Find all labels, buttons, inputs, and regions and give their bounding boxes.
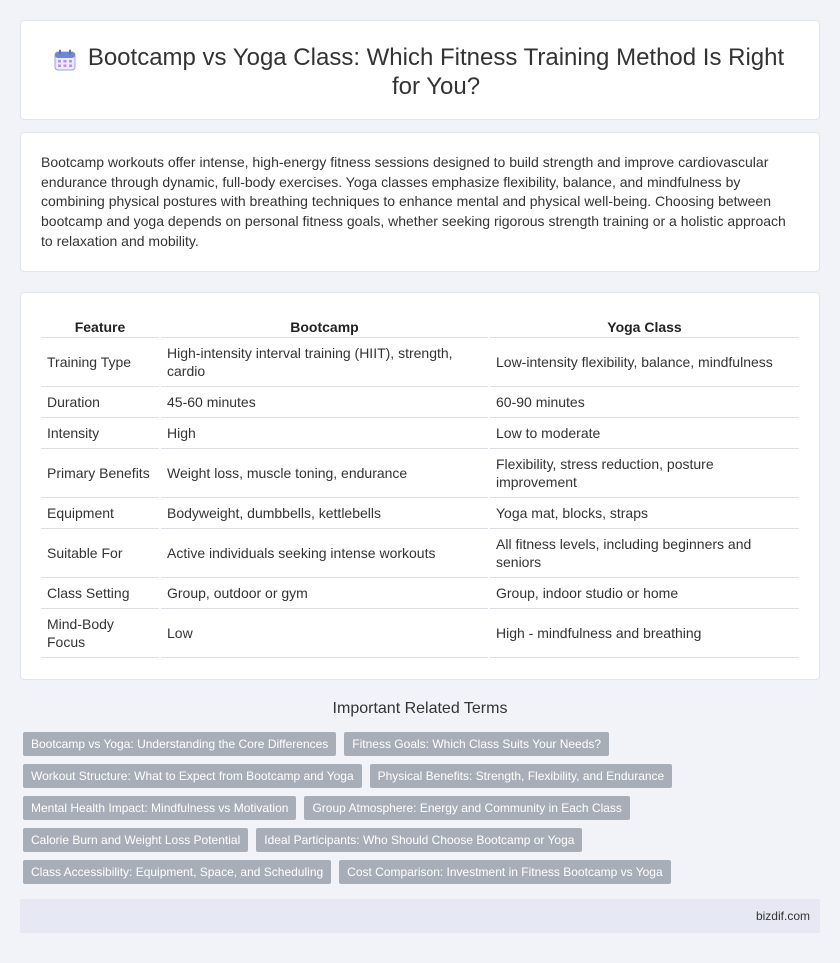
comparison-table [41,309,799,658]
yoga-cell: Group, indoor studio or home [489,577,799,608]
related-term-tag[interactable]: Physical Benefits: Strength, Flexibility, and Endurance [370,764,673,788]
table-row [41,417,799,448]
related-term-tag[interactable]: Cost Comparison: Investment in Fitness Bootcamp vs Yoga [339,860,671,884]
yoga-cell: All fitness levels, including beginners and seniors [489,528,799,577]
feature-cell: Class Setting [41,577,160,608]
feature-cell: Equipment [41,497,160,528]
bootcamp-cell: Bodyweight, dumbbells, kettlebells [160,497,489,528]
footer [20,899,820,933]
column-header-bootcamp: Bootcamp [160,309,489,337]
footer-site-link[interactable]: bizdif.com [755,909,810,923]
feature-cell: Intensity [41,417,160,448]
feature-cell: Suitable For [41,528,160,577]
table-row [41,386,799,417]
bootcamp-cell: Group, outdoor or gym [160,577,489,608]
yoga-cell: Flexibility, stress reduction, posture improvement [489,448,799,497]
table-row [41,337,799,386]
related-term-tag[interactable]: Mental Health Impact: Mindfulness vs Motivation [23,796,296,820]
bootcamp-cell: High-intensity interval training (HIIT), strength, cardio [160,337,489,386]
table-row [41,448,799,497]
yoga-cell: 60-90 minutes [489,386,799,417]
intro-paragraph: Bootcamp workouts offer intense, high-energy fitness sessions designed to build strength and improve cardiovascular endurance through dynamic, full-body exercises. Yoga classes emphasize flexibility, balance, and mindfulness by combining physical postures with breathing techniques to enhance mental and physical well-being. Choosing between bootcamp and yoga depends on personal fitness goals, whether seeking rigorous strength training or a holistic approach to relaxation and mobility. [41,154,786,249]
related-term-tag[interactable]: Ideal Participants: Who Should Choose Bootcamp or Yoga [256,828,582,852]
yoga-cell: Low-intensity flexibility, balance, mindfulness [489,337,799,386]
related-term-tag[interactable]: Fitness Goals: Which Class Suits Your Needs? [344,732,609,756]
column-header-yoga: Yoga Class [489,309,799,337]
column-header-feature: Feature [41,309,160,337]
yoga-cell: Yoga mat, blocks, straps [489,497,799,528]
bootcamp-cell: Weight loss, muscle toning, endurance [160,448,489,497]
table-row [41,497,799,528]
related-term-tag[interactable]: Bootcamp vs Yoga: Understanding the Core Differences [23,732,336,756]
feature-cell: Primary Benefits [41,448,160,497]
table-row [41,577,799,608]
bootcamp-cell: Active individuals seeking intense workouts [160,528,489,577]
bootcamp-cell: 45-60 minutes [160,386,489,417]
bootcamp-cell: High [160,417,489,448]
page-title: Bootcamp vs Yoga Class: Which Fitness Training Method Is Right for You? [87,44,785,100]
table-row [41,528,799,577]
table-row [41,608,799,657]
header-card [20,20,820,120]
related-term-tag[interactable]: Class Accessibility: Equipment, Space, and Scheduling [23,860,331,884]
feature-cell: Duration [41,386,160,417]
feature-cell: Training Type [41,337,160,386]
related-terms-title: Important Related Terms [332,700,508,717]
related-term-tag[interactable]: Calorie Burn and Weight Loss Potential [23,828,248,852]
related-term-tag[interactable]: Group Atmosphere: Energy and Community in Each Class [304,796,629,820]
yoga-cell: Low to moderate [489,417,799,448]
bootcamp-cell: Low [160,608,489,657]
comparison-table-card [20,292,820,680]
yoga-cell: High - mindfulness and breathing [489,608,799,657]
related-terms-tags [23,732,823,892]
intro-card [20,132,820,272]
feature-cell: Mind-Body Focus [41,608,160,657]
table-header-row [41,309,799,337]
related-term-tag[interactable]: Workout Structure: What to Expect from Bootcamp and Yoga [23,764,362,788]
